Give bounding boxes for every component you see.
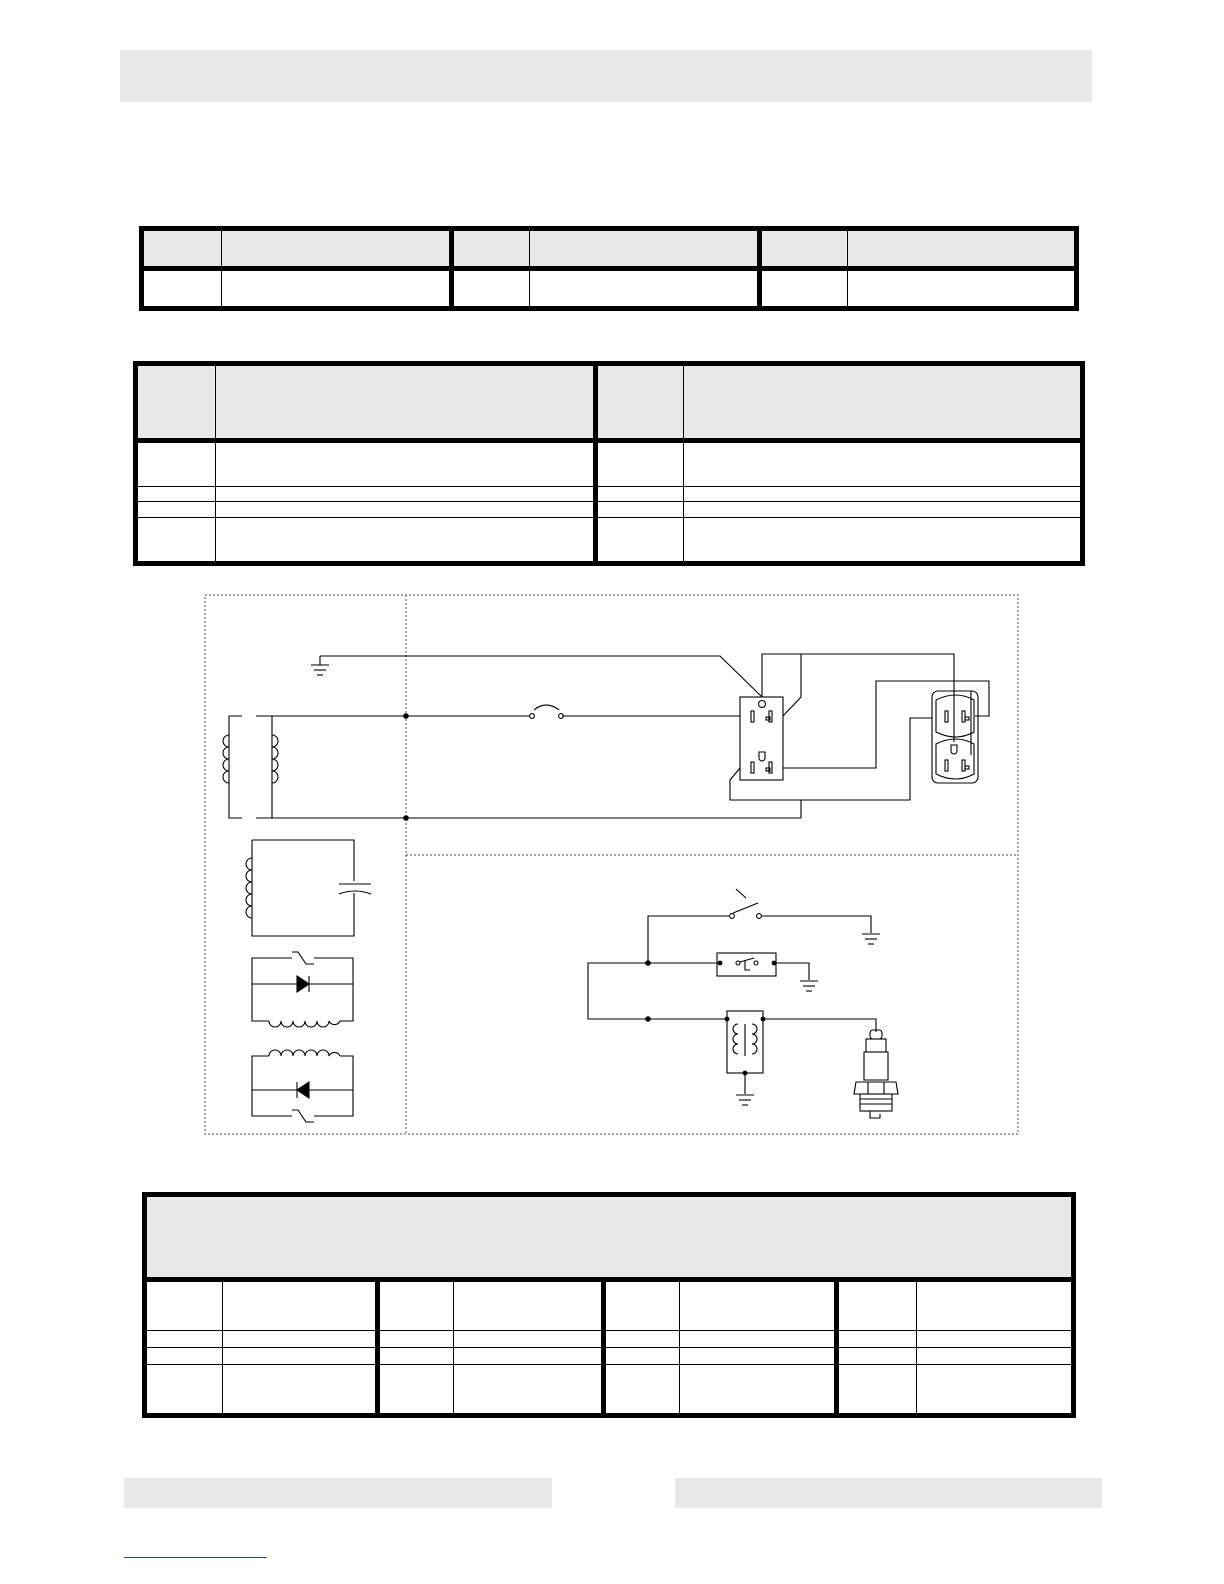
- junction-dot: [403, 713, 409, 719]
- legend-cell: [680, 1280, 837, 1331]
- legend-cell: [837, 1280, 917, 1331]
- table-row: [145, 1280, 1074, 1331]
- legend-cell: [680, 1365, 837, 1416]
- spark-plug-icon: [854, 1030, 898, 1118]
- legend-cell: [917, 1280, 1074, 1331]
- legend-cell: [378, 1365, 454, 1416]
- legend-cell: [837, 1331, 917, 1348]
- legend-cell: [837, 1365, 917, 1416]
- legend-cell: [145, 1365, 223, 1416]
- ground-wire: [320, 656, 762, 697]
- table-row: [145, 1331, 1074, 1348]
- receptacle-wire: [762, 654, 954, 691]
- legend-cell: [223, 1365, 378, 1416]
- legend-table: [142, 1192, 1076, 1418]
- gfci-receptacle-icon: [730, 654, 801, 818]
- legend-cell: [454, 1331, 604, 1348]
- legend-cell: [145, 1331, 223, 1348]
- legend-cell: [378, 1280, 454, 1331]
- receptacle-wire: [783, 681, 989, 768]
- rotor-capacitor-icon: [246, 840, 371, 936]
- legend-cell: [680, 1348, 837, 1365]
- circuit-breaker-icon: [530, 705, 564, 718]
- legend-cell: [454, 1280, 604, 1331]
- legend-cell: [837, 1348, 917, 1365]
- stator-winding-icon: [223, 716, 278, 818]
- legend-cell: [604, 1280, 680, 1331]
- diode-assembly-icon: [252, 952, 353, 1027]
- footer-band-right: [675, 1478, 1102, 1508]
- footer-band-left: [124, 1478, 552, 1508]
- receptacle-wire: [730, 718, 932, 800]
- legend-cell: [454, 1365, 604, 1416]
- footer-link-underline[interactable]: [124, 1557, 267, 1558]
- table-row: [145, 1348, 1074, 1365]
- legend-cell: [604, 1348, 680, 1365]
- legend-cell: [604, 1331, 680, 1348]
- legend-title: [145, 1195, 1074, 1280]
- legend-cell: [604, 1365, 680, 1416]
- legend-cell: [145, 1348, 223, 1365]
- legend-cell: [378, 1348, 454, 1365]
- legend-cell: [223, 1348, 378, 1365]
- legend-cell: [917, 1348, 1074, 1365]
- ground-icon: [311, 656, 329, 675]
- legend-cell: [378, 1331, 454, 1348]
- legend-cell: [917, 1331, 1074, 1348]
- legend-cell: [223, 1280, 378, 1331]
- legend-cell: [454, 1348, 604, 1365]
- legend-cell: [145, 1280, 223, 1331]
- legend-cell: [917, 1365, 1074, 1416]
- ignition-circuit: [588, 889, 880, 1105]
- duplex-receptacle-icon: [932, 691, 978, 783]
- legend-cell: [223, 1331, 378, 1348]
- table-row: [145, 1365, 1074, 1416]
- schematic-frame: [205, 595, 1018, 1134]
- diode-assembly-icon: [252, 1050, 353, 1122]
- legend-title-row: [145, 1195, 1074, 1280]
- legend-cell: [680, 1331, 837, 1348]
- junction-dot: [403, 815, 409, 821]
